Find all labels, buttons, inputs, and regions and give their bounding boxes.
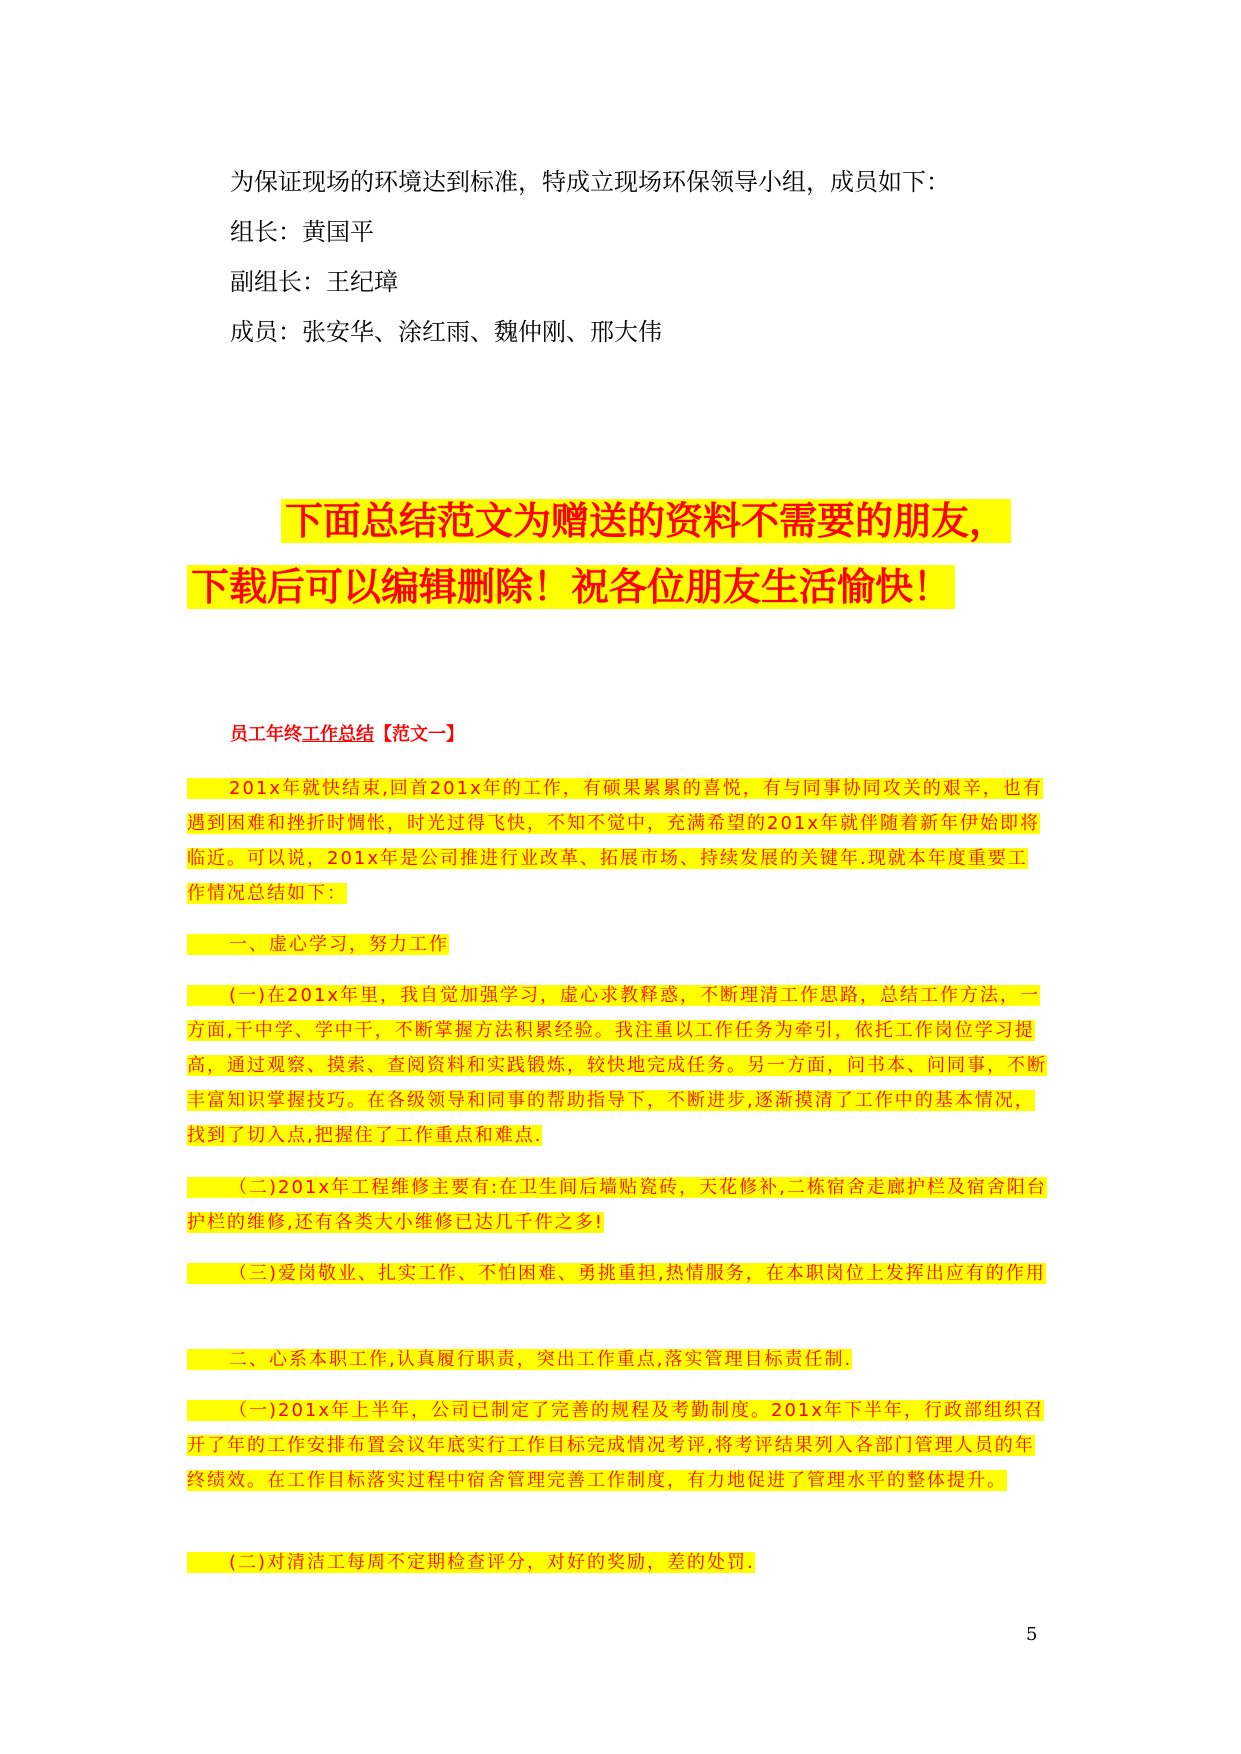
essay-section-heading-1 (187, 927, 1047, 962)
notice-line-2-text: 下载后可以编辑删除！祝各位朋友生活愉快！ (187, 565, 955, 609)
essay-section-heading-2-text: 二、心系本职工作,认真履行职责，突出工作重点,落实管理目标责任制. (229, 1349, 853, 1370)
essay-title-prefix: 员工年终 (230, 724, 302, 745)
notice-line-2 (187, 559, 1067, 615)
intro-line-leader: 组长：黄国平 (230, 218, 374, 246)
essay-paragraph-study (187, 978, 1047, 1153)
essay-title-suffix: 【范文一】 (374, 724, 464, 745)
essay-paragraph-management (187, 1393, 1047, 1498)
essay-paragraph-maintenance (187, 1170, 1047, 1240)
essay-paragraph-management-text: （一)201x年上半年，公司已制定了完善的规程及考勤制度。201x年下半年，行政部组织召开了年的工作安排布置会议年底实行工作目标完成情况考评,将考评结果列入各部门管理人员的年终绩效。在工作目标落实过程中宿舍管理完善工作制度，有力地促进了管理水平的整体提升。 (187, 1400, 1045, 1491)
essay-paragraph-cleaning (187, 1545, 1047, 1580)
essay-section-heading-2 (187, 1342, 1047, 1377)
notice-line-1-text: 下面总结范文为赠送的资料不需要的朋友， (281, 499, 1011, 543)
essay-section-heading-1-text: 一、虚心学习，努力工作 (229, 934, 449, 955)
essay-paragraph-cleaning-text: (二)对清洁工每周不定期检查评分，对好的奖励，差的处罚. (229, 1552, 755, 1573)
notice-line-1 (281, 493, 1161, 549)
intro-line-members: 成员：张安华、涂红雨、魏仲刚、邢大伟 (230, 318, 662, 346)
essay-paragraph-intro (187, 771, 1047, 911)
essay-paragraph-maintenance-text: （二)201x年工程维修主要有:在卫生间后墙贴瓷砖，天花修补,二栋宿舍走廊护栏及宿舍阳台护栏的维修,还有各类大小维修已达几千件之多! (187, 1177, 1047, 1233)
essay-paragraph-study-text: (一)在201x年里，我自觉加强学习，虚心求教释惑，不断理清工作思路，总结工作方法，一方面,干中学、学中干，不断掌握方法积累经验。我注重以工作任务为牵引，依托工作岗位学习提高，通过观察、摸索、查阅资料和实践锻炼，较快地完成任务。另一方面，问书本、问同事，不断丰富知识掌握技巧。在各级领导和同事的帮助指导下，不断进步,逐渐摸清了工作中的基本情况，找到了切入点,把握住了工作重点和难点. (187, 985, 1047, 1146)
essay-paragraph-dedication (187, 1256, 1047, 1291)
intro-line-deputy-leader: 副组长：王纪璋 (230, 268, 398, 296)
essay-title (230, 722, 464, 748)
essay-paragraph-intro-text: 201x年就快结束,回首201x年的工作，有硕果累累的喜悦，有与同事协同攻关的艰辛，也有遇到困难和挫折时惆怅，时光过得飞快，不知不觉中，充满希望的201x年就伴随着新年伊始即将临近。可以说，201x年是公司推进行业改革、拓展市场、持续发展的关键年.现就本年度重要工作情况总结如下： (187, 778, 1043, 904)
intro-line-purpose: 为保证现场的环境达到标准，特成立现场环保领导小组，成员如下： (230, 168, 950, 196)
essay-title-link[interactable]: 工作总结 (302, 724, 374, 745)
page-number: 5 (1026, 1624, 1038, 1645)
essay-paragraph-dedication-text: （三)爱岗敬业、扎实工作、不怕困难、勇挑重担,热情服务，在本职岗位上发挥出应有的作用 (229, 1263, 1046, 1284)
